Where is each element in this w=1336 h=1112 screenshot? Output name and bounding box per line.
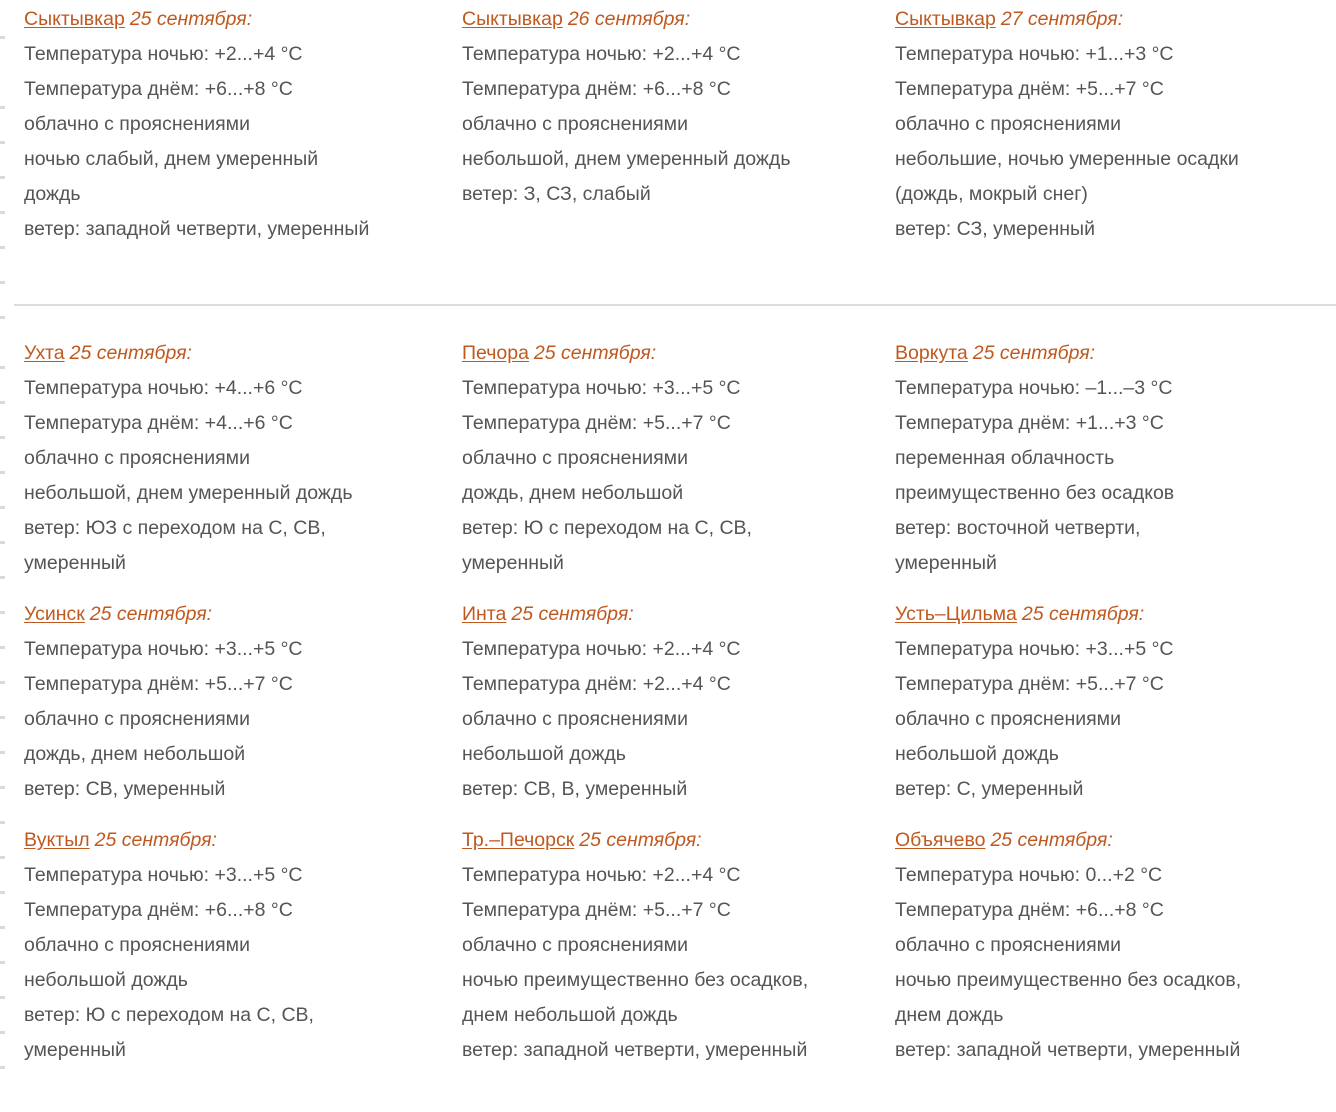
forecast-line: Температура днём: +1...+3 °C xyxy=(895,412,1164,434)
forecast-line: Температура днём: +6...+8 °C xyxy=(24,78,293,100)
forecast-line: ветер: З, СЗ, слабый xyxy=(462,183,651,205)
city-link[interactable]: Воркута xyxy=(895,342,968,364)
forecast-block xyxy=(462,823,895,1068)
forecast-line: ветер: С, умеренный xyxy=(895,778,1084,800)
forecast-line: днем дождь xyxy=(895,1004,1004,1026)
forecast-block xyxy=(24,597,462,807)
forecast-heading xyxy=(895,597,1336,632)
forecast-line: ночью преимущественно без осадков, xyxy=(895,969,1242,991)
forecast-line: ветер: СВ, умеренный xyxy=(24,778,226,800)
forecast-heading xyxy=(24,597,462,632)
city-link[interactable]: Сыктывкар xyxy=(462,8,563,30)
forecast-line: облачно с прояснениями xyxy=(895,113,1121,135)
forecast-line: небольшой, днем умеренный дождь xyxy=(24,482,353,504)
forecast-line: Температура ночью: +3...+5 °C xyxy=(462,377,741,399)
section-spacer xyxy=(0,247,1336,304)
forecast-line: Температура днём: +4...+6 °C xyxy=(24,412,293,434)
forecast-block xyxy=(462,336,895,581)
forecast-line: ветер: западной четверти, умеренный xyxy=(462,1039,808,1061)
forecast-line: облачно с прояснениями xyxy=(24,113,250,135)
forecast-date: 26 сентября: xyxy=(567,8,691,30)
forecast-line: Температура ночью: +2...+4 °C xyxy=(24,43,303,65)
forecast-date: 25 сентября: xyxy=(990,829,1113,851)
forecast-heading xyxy=(24,823,462,858)
forecast-line: ветер: СВ, В, умеренный xyxy=(462,778,688,800)
city-link[interactable]: Ухта xyxy=(24,342,65,364)
forecast-line: преимущественно без осадков xyxy=(895,482,1175,504)
forecast-grid-top xyxy=(0,2,1336,247)
forecast-line: переменная облачность xyxy=(895,447,1115,469)
forecast-date: 25 сентября: xyxy=(1021,603,1145,625)
forecast-line: Температура ночью: +3...+5 °C xyxy=(895,638,1174,660)
forecast-block xyxy=(895,823,1336,1068)
city-link[interactable]: Инта xyxy=(462,603,507,625)
forecast-line: небольшой дождь xyxy=(462,743,626,765)
forecast-line: облачно с прояснениями xyxy=(462,113,688,135)
forecast-heading xyxy=(462,823,895,858)
forecast-line: ветер: восточной четверти, xyxy=(895,517,1141,539)
forecast-column-4 xyxy=(0,336,462,1084)
forecast-column-6 xyxy=(895,336,1336,1084)
forecast-line: днем небольшой дождь xyxy=(462,1004,678,1026)
forecast-line: Температура ночью: +3...+5 °C xyxy=(24,864,303,886)
forecast-line: ночью преимущественно без осадков, xyxy=(462,969,809,991)
forecast-line: ветер: Ю с переходом на С, СВ, xyxy=(24,1004,314,1026)
divider-spacer xyxy=(0,306,1336,336)
city-link[interactable]: Вуктыл xyxy=(24,829,90,851)
forecast-heading xyxy=(462,336,895,371)
forecast-grid-bottom xyxy=(0,336,1336,1084)
forecast-line: Температура днём: +6...+8 °C xyxy=(462,78,731,100)
forecast-line: облачно с прояснениями xyxy=(24,708,250,730)
forecast-heading xyxy=(895,336,1336,371)
forecast-line: облачно с прояснениями xyxy=(24,934,250,956)
forecast-line: умеренный xyxy=(24,552,126,574)
forecast-line: дождь, днем небольшой xyxy=(462,482,684,504)
forecast-line: Температура ночью: 0...+2 °C xyxy=(895,864,1163,886)
forecast-line: Температура днём: +5...+7 °C xyxy=(24,673,293,695)
forecast-heading xyxy=(895,823,1336,858)
forecast-line: Температура ночью: +2...+4 °C xyxy=(462,638,741,660)
forecast-line: Температура днём: +5...+7 °C xyxy=(462,412,731,434)
forecast-line: Температура днём: +5...+7 °C xyxy=(895,78,1164,100)
forecast-block xyxy=(24,823,462,1068)
forecast-line: дождь, днем небольшой xyxy=(24,743,246,765)
forecast-date: 27 сентября: xyxy=(1000,8,1124,30)
forecast-block xyxy=(24,2,462,247)
forecast-line: умеренный xyxy=(24,1039,126,1061)
forecast-line: ветер: ЮЗ с переходом на С, СВ, xyxy=(24,517,326,539)
forecast-line: облачно с прояснениями xyxy=(462,934,688,956)
forecast-date: 25 сентября: xyxy=(89,603,213,625)
forecast-line: ветер: СЗ, умеренный xyxy=(895,218,1095,240)
forecast-line: ночью слабый, днем умеренный xyxy=(24,148,319,170)
forecast-heading xyxy=(895,2,1336,37)
city-link[interactable]: Усть–Цильма xyxy=(895,603,1017,625)
forecast-column-2 xyxy=(462,2,895,212)
forecast-block xyxy=(24,336,462,581)
forecast-date: 25 сентября: xyxy=(533,342,657,364)
forecast-line: Температура днём: +5...+7 °C xyxy=(895,673,1164,695)
forecast-column-5 xyxy=(462,336,895,1084)
forecast-line: небольшие, ночью умеренные осадки xyxy=(895,148,1239,170)
forecast-line: (дождь, мокрый снег) xyxy=(895,183,1088,205)
forecast-column-1 xyxy=(0,2,462,247)
forecast-line: небольшой дождь xyxy=(895,743,1059,765)
forecast-line: Температура днём: +6...+8 °C xyxy=(24,899,293,921)
city-link[interactable]: Печора xyxy=(462,342,529,364)
city-link[interactable]: Объячево xyxy=(895,829,986,851)
city-link[interactable]: Усинск xyxy=(24,603,85,625)
forecast-line: Температура ночью: +2...+4 °C xyxy=(462,43,741,65)
city-link[interactable]: Тр.–Печорск xyxy=(462,829,575,851)
forecast-block xyxy=(895,2,1336,247)
forecast-block xyxy=(462,2,895,212)
city-link[interactable]: Сыктывкар xyxy=(24,8,125,30)
forecast-line: Температура ночью: +2...+4 °C xyxy=(462,864,741,886)
forecast-heading xyxy=(462,2,895,37)
forecast-line: Температура ночью: –1...–3 °C xyxy=(895,377,1173,399)
forecast-line: облачно с прояснениями xyxy=(462,708,688,730)
forecast-date: 25 сентября: xyxy=(579,829,702,851)
forecast-date: 25 сентября: xyxy=(511,603,634,625)
forecast-line: Температура днём: +5...+7 °C xyxy=(462,899,731,921)
forecast-line: облачно с прояснениями xyxy=(24,447,250,469)
city-link[interactable]: Сыктывкар xyxy=(895,8,996,30)
forecast-line: ветер: западной четверти, умеренный xyxy=(24,218,370,240)
forecast-heading xyxy=(24,336,462,371)
forecast-column-3 xyxy=(895,2,1336,247)
section-republic-cities xyxy=(0,336,1336,1084)
forecast-line: ветер: западной четверти, умеренный xyxy=(895,1039,1241,1061)
forecast-block xyxy=(895,336,1336,581)
forecast-line: облачно с прояснениями xyxy=(462,447,688,469)
forecast-date: 25 сентября: xyxy=(129,8,253,30)
section-syktyvkar-three-day xyxy=(0,0,1336,247)
forecast-line: Температура ночью: +4...+6 °C xyxy=(24,377,303,399)
forecast-date: 25 сентября: xyxy=(972,342,1096,364)
forecast-line: ветер: Ю с переходом на С, СВ, xyxy=(462,517,752,539)
forecast-line: облачно с прояснениями xyxy=(895,708,1121,730)
forecast-line: Температура ночью: +3...+5 °C xyxy=(24,638,303,660)
forecast-line: дождь xyxy=(24,183,81,205)
forecast-heading xyxy=(24,2,462,37)
forecast-block xyxy=(462,597,895,807)
forecast-line: Температура днём: +2...+4 °C xyxy=(462,673,731,695)
forecast-line: умеренный xyxy=(462,552,564,574)
forecast-date: 25 сентября: xyxy=(94,829,217,851)
forecast-line: Температура ночью: +1...+3 °C xyxy=(895,43,1174,65)
forecast-line: умеренный xyxy=(895,552,997,574)
forecast-line: небольшой, днем умеренный дождь xyxy=(462,148,791,170)
forecast-block xyxy=(895,597,1336,807)
forecast-line: облачно с прояснениями xyxy=(895,934,1121,956)
forecast-date: 25 сентября: xyxy=(69,342,192,364)
forecast-heading xyxy=(462,597,895,632)
forecast-line: небольшой дождь xyxy=(24,969,188,991)
forecast-line: Температура днём: +6...+8 °C xyxy=(895,899,1164,921)
